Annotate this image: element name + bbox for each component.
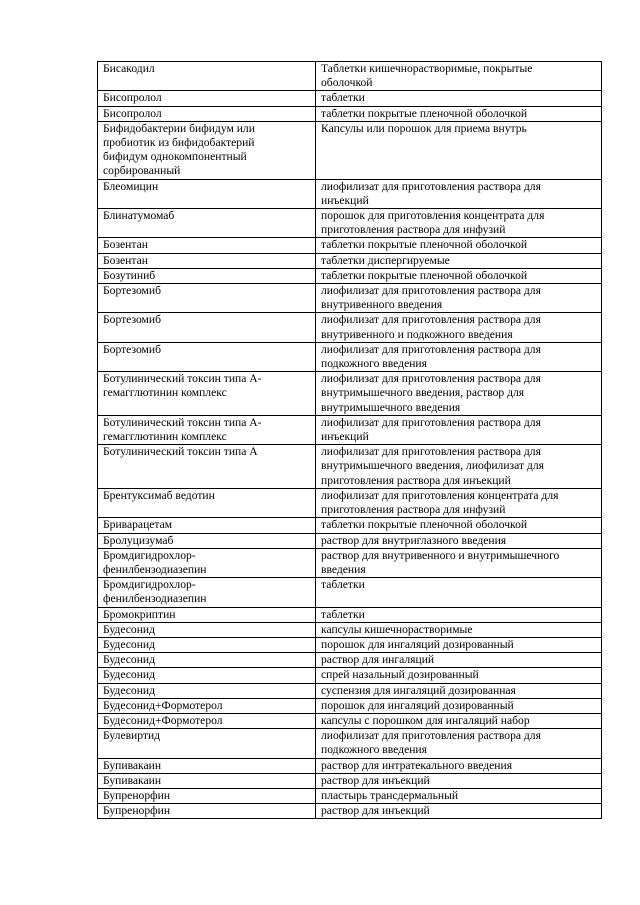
table-row (98, 106, 602, 121)
drug-name-cell: Бортезомиб (98, 342, 316, 371)
table-row (98, 284, 602, 313)
dosage-form-cell: таблетки покрытые пленочной оболочкой (316, 518, 602, 533)
dosage-form-cell: капсулы с порошком для ингаляций набор (316, 713, 602, 728)
drug-name-cell: Будесонид (98, 653, 316, 668)
dosage-form-cell: порошок для приготовления концентрата для приготовления раствора для инфузий (316, 209, 602, 238)
table-row (98, 179, 602, 208)
drug-name-cell: Будесонид (98, 622, 316, 637)
drug-name-cell: Бупивакаин (98, 758, 316, 773)
drug-name-cell: Бозентан (98, 238, 316, 253)
table-row (98, 445, 602, 489)
drug-name-cell: Бисопролол (98, 106, 316, 121)
dosage-form-cell: порошок для ингаляций дозированный (316, 637, 602, 652)
dosage-form-cell: лиофилизат для приготовления раствора для внутримышечного введения, раствор для внутримышечного введения (316, 372, 602, 416)
dosage-form-cell: лиофилизат для приготовления раствора для внутривенного и подкожного введения (316, 313, 602, 342)
dosage-form-cell: таблетки покрытые пленочной оболочкой (316, 238, 602, 253)
table-row (98, 653, 602, 668)
dosage-form-cell: лиофилизат для приготовления раствора для подкожного введения (316, 729, 602, 758)
table-row (98, 683, 602, 698)
drug-name-cell: Ботулинический токсин типа A- гемагглютинин комплекс (98, 372, 316, 416)
drug-name-cell: Бролуцизумаб (98, 533, 316, 548)
drug-name-cell: Булевиртид (98, 729, 316, 758)
dosage-form-cell: порошок для ингаляций дозированный (316, 698, 602, 713)
drug-name-cell: Будесонид (98, 683, 316, 698)
drug-name-cell: Ботулинический токсин типа A- гемагглютинин комплекс (98, 415, 316, 444)
dosage-form-cell: лиофилизат для приготовления раствора для инъекций (316, 179, 602, 208)
table-row (98, 758, 602, 773)
dosage-form-cell: Капсулы или порошок для приема внутрь (316, 121, 602, 179)
drug-name-cell: Бисопролол (98, 91, 316, 106)
table-row (98, 268, 602, 283)
table-row (98, 698, 602, 713)
drug-table-body (98, 62, 602, 819)
drug-name-cell: Бромдигидрохлор- фенилбензодиазепин (98, 578, 316, 607)
table-row (98, 518, 602, 533)
table-row (98, 788, 602, 803)
drug-name-cell: Бозутиниб (98, 268, 316, 283)
drug-name-cell: Будесонид+Формотерол (98, 713, 316, 728)
table-row (98, 342, 602, 371)
drug-name-cell: Будесонид (98, 637, 316, 652)
table-row (98, 209, 602, 238)
drug-name-cell: Ботулинический токсин типа A (98, 445, 316, 489)
dosage-form-cell: раствор для ингаляций (316, 653, 602, 668)
dosage-form-cell: раствор для инъекций (316, 773, 602, 788)
table-row (98, 91, 602, 106)
table-row (98, 729, 602, 758)
dosage-form-cell: таблетки покрытые пленочной оболочкой (316, 106, 602, 121)
drug-name-cell: Бозентан (98, 253, 316, 268)
table-row (98, 578, 602, 607)
table-row (98, 415, 602, 444)
drug-name-cell: Бупренорфин (98, 788, 316, 803)
dosage-form-cell: таблетки (316, 91, 602, 106)
drug-name-cell: Блинатумомаб (98, 209, 316, 238)
table-row (98, 804, 602, 819)
drug-name-cell: Будесонид+Формотерол (98, 698, 316, 713)
table-row (98, 773, 602, 788)
dosage-form-cell: раствор для интратекального введения (316, 758, 602, 773)
dosage-form-cell: лиофилизат для приготовления раствора для внутримышечного введения, лиофилизат для приготовления раствора для инъекций (316, 445, 602, 489)
table-row (98, 313, 602, 342)
dosage-form-cell: спрей назальный дозированный (316, 668, 602, 683)
dosage-form-cell: лиофилизат для приготовления раствора для подкожного введения (316, 342, 602, 371)
dosage-form-cell: раствор для внутривенного и внутримышечного введения (316, 548, 602, 577)
drug-name-cell: Будесонид (98, 668, 316, 683)
dosage-form-cell: Таблетки кишечнорастворимые, покрытые оболочкой (316, 62, 602, 91)
dosage-form-cell: суспензия для ингаляций дозированная (316, 683, 602, 698)
table-row (98, 713, 602, 728)
dosage-form-cell: лиофилизат для приготовления раствора для внутривенного введения (316, 284, 602, 313)
table-row (98, 607, 602, 622)
table-row (98, 372, 602, 416)
drug-form-table (97, 61, 602, 819)
table-row (98, 548, 602, 577)
dosage-form-cell: таблетки покрытые пленочной оболочкой (316, 268, 602, 283)
drug-name-cell: Бисакодил (98, 62, 316, 91)
dosage-form-cell: лиофилизат для приготовления раствора для инъекций (316, 415, 602, 444)
drug-name-cell: Бортезомиб (98, 284, 316, 313)
dosage-form-cell: капсулы кишечнорастворимые (316, 622, 602, 637)
dosage-form-cell: раствор для внутриглазного введения (316, 533, 602, 548)
drug-name-cell: Блеомицин (98, 179, 316, 208)
drug-name-cell: Бриварацетам (98, 518, 316, 533)
dosage-form-cell: таблетки (316, 607, 602, 622)
dosage-form-cell: раствор для инъекций (316, 804, 602, 819)
table-row (98, 488, 602, 517)
drug-name-cell: Бупренорфин (98, 804, 316, 819)
table-row (98, 121, 602, 179)
drug-name-cell: Бифидобактерии бифидум или пробиотик из бифидобактерий бифидум однокомпонентный сорбированный (98, 121, 316, 179)
dosage-form-cell: лиофилизат для приготовления концентрата для приготовления раствора для инфузий (316, 488, 602, 517)
drug-name-cell: Бромдигидрохлор- фенилбензодиазепин (98, 548, 316, 577)
drug-name-cell: Бортезомиб (98, 313, 316, 342)
table-row (98, 637, 602, 652)
table-row (98, 668, 602, 683)
drug-name-cell: Брентуксимаб ведотин (98, 488, 316, 517)
table-row (98, 62, 602, 91)
drug-name-cell: Бромокриптин (98, 607, 316, 622)
table-row (98, 533, 602, 548)
table-row (98, 253, 602, 268)
dosage-form-cell: таблетки (316, 578, 602, 607)
dosage-form-cell: таблетки диспергируемые (316, 253, 602, 268)
dosage-form-cell: пластырь трансдермальный (316, 788, 602, 803)
table-row (98, 238, 602, 253)
table-row (98, 622, 602, 637)
drug-name-cell: Бупивакаин (98, 773, 316, 788)
